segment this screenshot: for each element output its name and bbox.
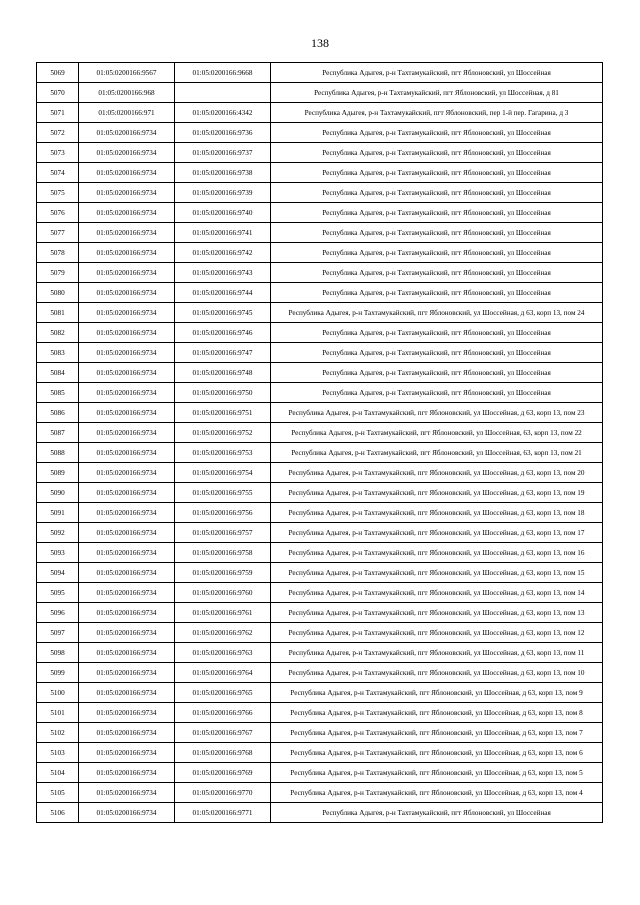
table-row: [37, 63, 603, 83]
object-cadastral-number-cell: 01:05:0200166:9742: [175, 243, 271, 263]
row-number-cell: 5074: [37, 163, 79, 183]
row-number-cell: 5087: [37, 423, 79, 443]
cadastral-number-cell: 01:05:0200166:9734: [79, 363, 175, 383]
table-row: [37, 643, 603, 663]
address-cell: Республика Адыгея, р-н Тахтамукайский, пгт Яблоновский, ул Шоссейная, д 63, корп 13, пом 11: [271, 643, 603, 663]
table-row: [37, 323, 603, 343]
object-cadastral-number-cell: 01:05:0200166:9753: [175, 443, 271, 463]
row-number-cell: 5106: [37, 803, 79, 823]
row-number-cell: 5072: [37, 123, 79, 143]
table-row: [37, 423, 603, 443]
row-number-cell: 5094: [37, 563, 79, 583]
address-cell: Республика Адыгея, р-н Тахтамукайский, пгт Яблоновский, ул Шоссейная: [271, 263, 603, 283]
object-cadastral-number-cell: 01:05:0200166:9743: [175, 263, 271, 283]
cadastral-number-cell: 01:05:0200166:9734: [79, 223, 175, 243]
address-cell: Республика Адыгея, р-н Тахтамукайский, пгт Яблоновский, ул Шоссейная, д 63, корп 13, пом 12: [271, 623, 603, 643]
table-row: [37, 83, 603, 103]
object-cadastral-number-cell: 01:05:0200166:9740: [175, 203, 271, 223]
object-cadastral-number-cell: 01:05:0200166:9758: [175, 543, 271, 563]
row-number-cell: 5088: [37, 443, 79, 463]
address-cell: Республика Адыгея, р-н Тахтамукайский, пгт Яблоновский, ул Шоссейная: [271, 63, 603, 83]
object-cadastral-number-cell: 01:05:0200166:9754: [175, 463, 271, 483]
cadastral-number-cell: 01:05:0200166:9734: [79, 463, 175, 483]
cadastral-number-cell: 01:05:0200166:9734: [79, 643, 175, 663]
address-cell: Республика Адыгея, р-н Тахтамукайский, пгт Яблоновский, ул Шоссейная, 63, корп 13, пом 22: [271, 423, 603, 443]
object-cadastral-number-cell: 01:05:0200166:9750: [175, 383, 271, 403]
row-number-cell: 5086: [37, 403, 79, 423]
object-cadastral-number-cell: 01:05:0200166:9768: [175, 743, 271, 763]
table-row: [37, 543, 603, 563]
row-number-cell: 5079: [37, 263, 79, 283]
object-cadastral-number-cell: 01:05:0200166:9739: [175, 183, 271, 203]
address-cell: Республика Адыгея, р-н Тахтамукайский, пгт Яблоновский, ул Шоссейная: [271, 163, 603, 183]
row-number-cell: 5095: [37, 583, 79, 603]
row-number-cell: 5085: [37, 383, 79, 403]
cadastral-number-cell: 01:05:0200166:9734: [79, 143, 175, 163]
cadastral-number-cell: 01:05:0200166:9734: [79, 743, 175, 763]
cadastral-number-cell: 01:05:0200166:9734: [79, 623, 175, 643]
row-number-cell: 5073: [37, 143, 79, 163]
row-number-cell: 5076: [37, 203, 79, 223]
table-row: [37, 563, 603, 583]
table-row: [37, 383, 603, 403]
table-row: [37, 723, 603, 743]
object-cadastral-number-cell: 01:05:0200166:9736: [175, 123, 271, 143]
object-cadastral-number-cell: 01:05:0200166:9767: [175, 723, 271, 743]
cadastral-number-cell: 01:05:0200166:9734: [79, 203, 175, 223]
table-row: [37, 583, 603, 603]
object-cadastral-number-cell: 01:05:0200166:9764: [175, 663, 271, 683]
address-cell: Республика Адыгея, р-н Тахтамукайский, пгт Яблоновский, ул Шоссейная, д 63, корп 13, пом 15: [271, 563, 603, 583]
row-number-cell: 5105: [37, 783, 79, 803]
cadastral-number-cell: 01:05:0200166:9734: [79, 763, 175, 783]
address-cell: Республика Адыгея, р-н Тахтамукайский, пгт Яблоновский, ул Шоссейная, д 63, корп 13, пом 8: [271, 703, 603, 723]
object-cadastral-number-cell: 01:05:0200166:9745: [175, 303, 271, 323]
object-cadastral-number-cell: 01:05:0200166:4342: [175, 103, 271, 123]
row-number-cell: 5078: [37, 243, 79, 263]
cadastral-number-cell: 01:05:0200166:9734: [79, 123, 175, 143]
address-cell: Республика Адыгея, р-н Тахтамукайский, пгт Яблоновский, ул Шоссейная, д 63, корп 13, пом 5: [271, 763, 603, 783]
object-cadastral-number-cell: 01:05:0200166:9760: [175, 583, 271, 603]
row-number-cell: 5096: [37, 603, 79, 623]
row-number-cell: 5075: [37, 183, 79, 203]
row-number-cell: 5077: [37, 223, 79, 243]
address-cell: Республика Адыгея, р-н Тахтамукайский, пгт Яблоновский, ул Шоссейная: [271, 243, 603, 263]
cadastral-number-cell: 01:05:0200166:9734: [79, 523, 175, 543]
object-cadastral-number-cell: 01:05:0200166:9770: [175, 783, 271, 803]
address-cell: Республика Адыгея, р-н Тахтамукайский, пгт Яблоновский, ул Шоссейная, д 63, корп 13, пом 4: [271, 783, 603, 803]
address-cell: Республика Адыгея, р-н Тахтамукайский, пгт Яблоновский, ул Шоссейная: [271, 123, 603, 143]
registry-table: [36, 62, 603, 823]
object-cadastral-number-cell: 01:05:0200166:9756: [175, 503, 271, 523]
address-cell: Республика Адыгея, р-н Тахтамукайский, пгт Яблоновский, ул Шоссейная: [271, 803, 603, 823]
address-cell: Республика Адыгея, р-н Тахтамукайский, пгт Яблоновский, ул Шоссейная, д 63, корп 13, пом 13: [271, 603, 603, 623]
row-number-cell: 5090: [37, 483, 79, 503]
table-row: [37, 123, 603, 143]
object-cadastral-number-cell: 01:05:0200166:9762: [175, 623, 271, 643]
cadastral-number-cell: 01:05:0200166:9734: [79, 783, 175, 803]
row-number-cell: 5092: [37, 523, 79, 543]
object-cadastral-number-cell: 01:05:0200166:9761: [175, 603, 271, 623]
row-number-cell: 5097: [37, 623, 79, 643]
cadastral-number-cell: 01:05:0200166:9734: [79, 503, 175, 523]
row-number-cell: 5089: [37, 463, 79, 483]
object-cadastral-number-cell: 01:05:0200166:9751: [175, 403, 271, 423]
table-row: [37, 703, 603, 723]
address-cell: Республика Адыгея, р-н Тахтамукайский, пгт Яблоновский, ул Шоссейная, д 63, корп 13, пом 10: [271, 663, 603, 683]
row-number-cell: 5098: [37, 643, 79, 663]
object-cadastral-number-cell: 01:05:0200166:9741: [175, 223, 271, 243]
cadastral-number-cell: 01:05:0200166:9734: [79, 163, 175, 183]
address-cell: Республика Адыгея, р-н Тахтамукайский, пгт Яблоновский, ул Шоссейная, д 63, корп 13, пом 18: [271, 503, 603, 523]
table-row: [37, 103, 603, 123]
address-cell: Республика Адыгея, р-н Тахтамукайский, пгт Яблоновский, ул Шоссейная: [271, 203, 603, 223]
table-row: [37, 483, 603, 503]
table-row: [37, 203, 603, 223]
table-row: [37, 523, 603, 543]
cadastral-number-cell: 01:05:0200166:9734: [79, 243, 175, 263]
address-cell: Республика Адыгея, р-н Тахтамукайский, пгт Яблоновский, ул Шоссейная: [271, 343, 603, 363]
table-row: [37, 763, 603, 783]
row-number-cell: 5102: [37, 723, 79, 743]
row-number-cell: 5099: [37, 663, 79, 683]
object-cadastral-number-cell: 01:05:0200166:9757: [175, 523, 271, 543]
object-cadastral-number-cell: 01:05:0200166:9755: [175, 483, 271, 503]
cadastral-number-cell: 01:05:0200166:9734: [79, 603, 175, 623]
object-cadastral-number-cell: 01:05:0200166:9765: [175, 683, 271, 703]
cadastral-number-cell: 01:05:0200166:9734: [79, 563, 175, 583]
row-number-cell: 5082: [37, 323, 79, 343]
table-row: [37, 683, 603, 703]
cadastral-number-cell: 01:05:0200166:9734: [79, 803, 175, 823]
cadastral-number-cell: 01:05:0200166:9734: [79, 383, 175, 403]
address-cell: Республика Адыгея, р-н Тахтамукайский, пгт Яблоновский, ул Шоссейная, д 63, корп 13, пом 14: [271, 583, 603, 603]
object-cadastral-number-cell: 01:05:0200166:9759: [175, 563, 271, 583]
cadastral-number-cell: 01:05:0200166:9734: [79, 723, 175, 743]
table-row: [37, 243, 603, 263]
table-row: [37, 283, 603, 303]
object-cadastral-number-cell: [175, 83, 271, 103]
address-cell: Республика Адыгея, р-н Тахтамукайский, пгт Яблоновский, ул Шоссейная, д 63, корп 13, пом 7: [271, 723, 603, 743]
object-cadastral-number-cell: 01:05:0200166:9747: [175, 343, 271, 363]
address-cell: Республика Адыгея, р-н Тахтамукайский, пгт Яблоновский, ул Шоссейная: [271, 323, 603, 343]
table-row: [37, 603, 603, 623]
address-cell: Республика Адыгея, р-н Тахтамукайский, пгт Яблоновский, ул Шоссейная, 63, корп 13, пом 21: [271, 443, 603, 463]
address-cell: Республика Адыгея, р-н Тахтамукайский, пгт Яблоновский, ул Шоссейная, д 63, корп 13, пом 17: [271, 523, 603, 543]
address-cell: Республика Адыгея, р-н Тахтамукайский, пгт Яблоновский, ул Шоссейная: [271, 183, 603, 203]
object-cadastral-number-cell: 01:05:0200166:9769: [175, 763, 271, 783]
table-row: [37, 463, 603, 483]
table-row: [37, 403, 603, 423]
object-cadastral-number-cell: 01:05:0200166:9748: [175, 363, 271, 383]
table-row: [37, 343, 603, 363]
table-row: [37, 623, 603, 643]
table-row: [37, 783, 603, 803]
cadastral-number-cell: 01:05:0200166:9734: [79, 283, 175, 303]
cadastral-number-cell: 01:05:0200166:968: [79, 83, 175, 103]
table-row: [37, 163, 603, 183]
table-row: [37, 663, 603, 683]
cadastral-number-cell: 01:05:0200166:9734: [79, 323, 175, 343]
cadastral-number-cell: 01:05:0200166:9734: [79, 683, 175, 703]
row-number-cell: 5083: [37, 343, 79, 363]
row-number-cell: 5080: [37, 283, 79, 303]
object-cadastral-number-cell: 01:05:0200166:9746: [175, 323, 271, 343]
address-cell: Республика Адыгея, р-н Тахтамукайский, пгт Яблоновский, ул Шоссейная: [271, 143, 603, 163]
address-cell: Республика Адыгея, р-н Тахтамукайский, пгт Яблоновский, ул Шоссейная, д 63, корп 13, пом 9: [271, 683, 603, 703]
object-cadastral-number-cell: 01:05:0200166:9763: [175, 643, 271, 663]
table-row: [37, 743, 603, 763]
registry-rows: [37, 63, 603, 823]
cadastral-number-cell: 01:05:0200166:9567: [79, 63, 175, 83]
table-row: [37, 303, 603, 323]
cadastral-number-cell: 01:05:0200166:9734: [79, 443, 175, 463]
address-cell: Республика Адыгея, р-н Тахтамукайский, пгт Яблоновский, ул Шоссейная, д 63, корп 13, пом 19: [271, 483, 603, 503]
row-number-cell: 5091: [37, 503, 79, 523]
cadastral-number-cell: 01:05:0200166:9734: [79, 423, 175, 443]
cadastral-number-cell: 01:05:0200166:9734: [79, 483, 175, 503]
object-cadastral-number-cell: 01:05:0200166:9766: [175, 703, 271, 723]
object-cadastral-number-cell: 01:05:0200166:9668: [175, 63, 271, 83]
cadastral-number-cell: 01:05:0200166:9734: [79, 583, 175, 603]
table-row: [37, 363, 603, 383]
object-cadastral-number-cell: 01:05:0200166:9737: [175, 143, 271, 163]
cadastral-number-cell: 01:05:0200166:9734: [79, 263, 175, 283]
address-cell: Республика Адыгея, р-н Тахтамукайский, пгт Яблоновский, ул Шоссейная, д 63, корп 13, пом 16: [271, 543, 603, 563]
address-cell: Республика Адыгея, р-н Тахтамукайский, пгт Яблоновский, ул Шоссейная, д 81: [271, 83, 603, 103]
row-number-cell: 5100: [37, 683, 79, 703]
row-number-cell: 5071: [37, 103, 79, 123]
table-row: [37, 143, 603, 163]
object-cadastral-number-cell: 01:05:0200166:9738: [175, 163, 271, 183]
cadastral-number-cell: 01:05:0200166:9734: [79, 303, 175, 323]
table-row: [37, 183, 603, 203]
row-number-cell: 5101: [37, 703, 79, 723]
table-row: [37, 223, 603, 243]
row-number-cell: 5104: [37, 763, 79, 783]
address-cell: Республика Адыгея, р-н Тахтамукайский, пгт Яблоновский, ул Шоссейная, д 63, корп 13, пом 23: [271, 403, 603, 423]
table-row: [37, 803, 603, 823]
object-cadastral-number-cell: 01:05:0200166:9771: [175, 803, 271, 823]
table-row: [37, 263, 603, 283]
table-row: [37, 503, 603, 523]
cadastral-number-cell: 01:05:0200166:971: [79, 103, 175, 123]
cadastral-number-cell: 01:05:0200166:9734: [79, 543, 175, 563]
page-number: 138: [311, 36, 329, 50]
row-number-cell: 5084: [37, 363, 79, 383]
cadastral-number-cell: 01:05:0200166:9734: [79, 703, 175, 723]
cadastral-number-cell: 01:05:0200166:9734: [79, 343, 175, 363]
address-cell: Республика Адыгея, р-н Тахтамукайский, пгт Яблоновский, ул Шоссейная: [271, 383, 603, 403]
address-cell: Республика Адыгея, р-н Тахтамукайский, пгт Яблоновский, ул Шоссейная, д 63, корп 13, пом 24: [271, 303, 603, 323]
address-cell: Республика Адыгея, р-н Тахтамукайский, пгт Яблоновский, ул Шоссейная: [271, 283, 603, 303]
object-cadastral-number-cell: 01:05:0200166:9752: [175, 423, 271, 443]
cadastral-number-cell: 01:05:0200166:9734: [79, 183, 175, 203]
cadastral-number-cell: 01:05:0200166:9734: [79, 403, 175, 423]
row-number-cell: 5070: [37, 83, 79, 103]
address-cell: Республика Адыгея, р-н Тахтамукайский, пгт Яблоновский, ул Шоссейная: [271, 363, 603, 383]
address-cell: Республика Адыгея, р-н Тахтамукайский, пгт Яблоновский, пер 1-й пер. Гагарина, д 3: [271, 103, 603, 123]
address-cell: Республика Адыгея, р-н Тахтамукайский, пгт Яблоновский, ул Шоссейная: [271, 223, 603, 243]
row-number-cell: 5081: [37, 303, 79, 323]
table-row: [37, 443, 603, 463]
address-cell: Республика Адыгея, р-н Тахтамукайский, пгт Яблоновский, ул Шоссейная, д 63, корп 13, пом 6: [271, 743, 603, 763]
row-number-cell: 5093: [37, 543, 79, 563]
row-number-cell: 5103: [37, 743, 79, 763]
object-cadastral-number-cell: 01:05:0200166:9744: [175, 283, 271, 303]
address-cell: Республика Адыгея, р-н Тахтамукайский, пгт Яблоновский, ул Шоссейная, д 63, корп 13, пом 20: [271, 463, 603, 483]
row-number-cell: 5069: [37, 63, 79, 83]
cadastral-number-cell: 01:05:0200166:9734: [79, 663, 175, 683]
